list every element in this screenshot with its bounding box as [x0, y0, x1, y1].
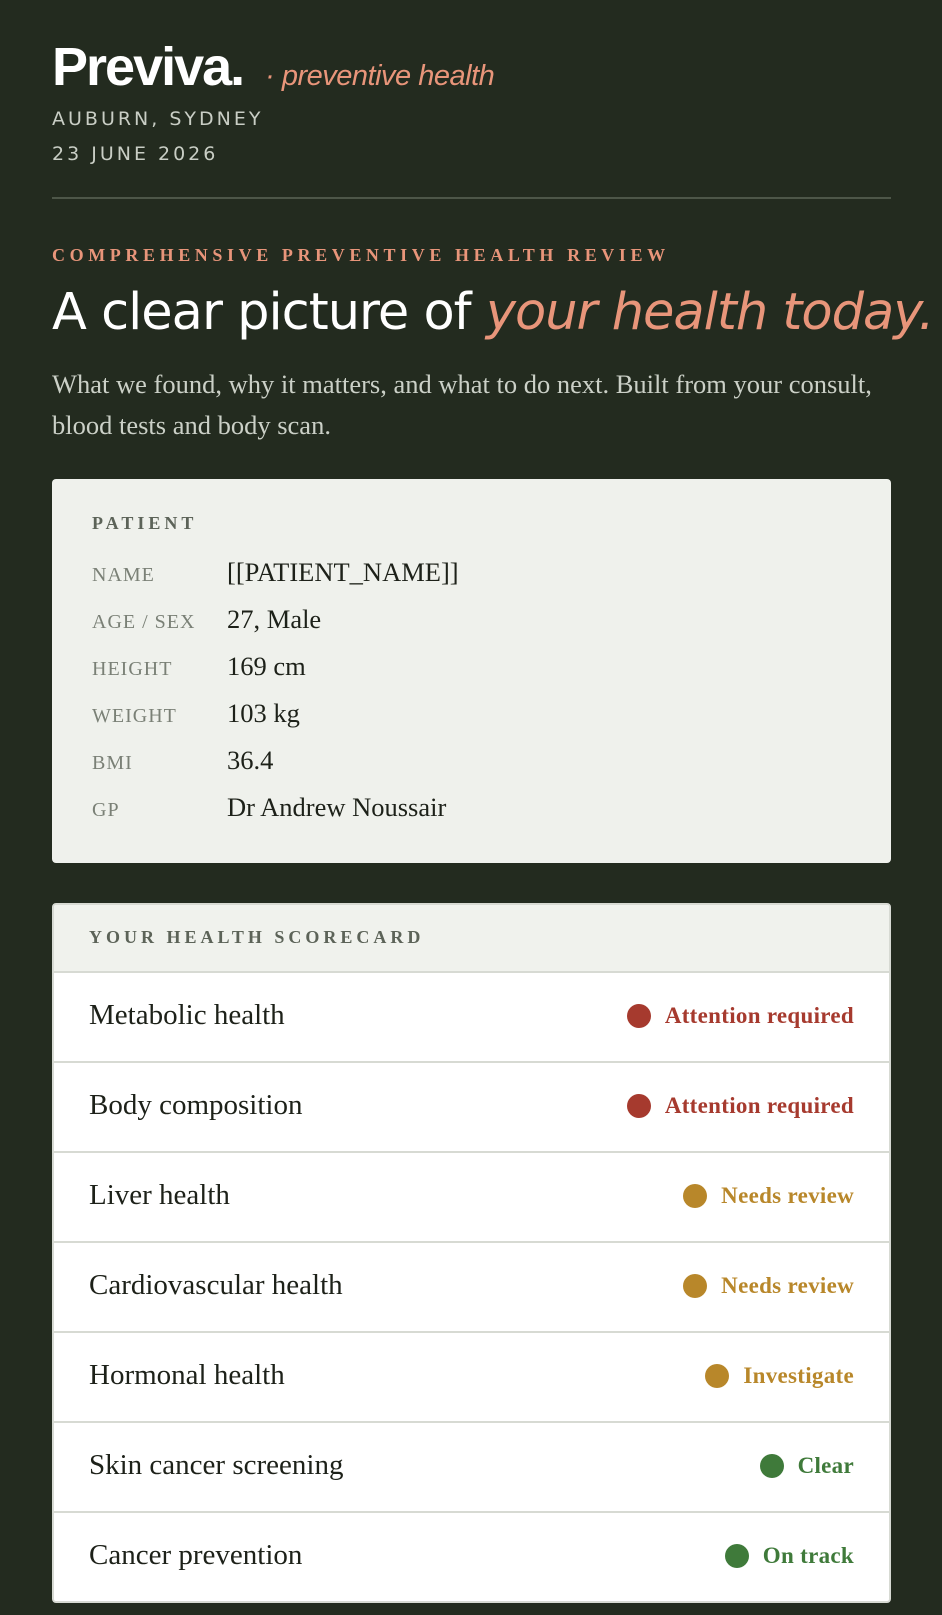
scorecard-row-body-composition [54, 1063, 889, 1153]
status-dot-icon [683, 1184, 707, 1208]
scorecard-item-name: Hormonal health [89, 1359, 285, 1391]
patient-value: 169 cm [227, 651, 306, 681]
patient-row-gp [92, 792, 446, 822]
patient-label: NAME [92, 564, 155, 586]
scorecard-row-cancer-prevention [54, 1513, 889, 1603]
patient-value: 36.4 [227, 745, 274, 775]
header-divider [52, 197, 891, 199]
patient-label: WEIGHT [92, 705, 177, 727]
patient-row-weight [92, 698, 300, 728]
brand-header [52, 37, 495, 97]
patient-value: Dr Andrew Noussair [227, 792, 447, 822]
status-dot-icon [705, 1364, 729, 1388]
status-dot-icon [725, 1544, 749, 1568]
scorecard-item-name: Metabolic health [89, 999, 285, 1031]
previva-logo: Previva. [52, 37, 244, 97]
patient-row-name [92, 557, 459, 587]
status-text: Clear [797, 1453, 854, 1478]
health-scorecard [52, 903, 891, 1603]
scorecard-row-skin-cancer [54, 1423, 889, 1513]
status-text: On track [762, 1543, 854, 1568]
scorecard-row-metabolic [54, 973, 889, 1063]
status-badge [627, 1003, 854, 1029]
status-badge [760, 1453, 854, 1479]
status-badge [627, 1093, 854, 1119]
status-dot-icon [683, 1274, 707, 1298]
status-badge [725, 1543, 854, 1569]
patient-label: AGE / SEX [92, 611, 196, 633]
status-dot-icon [760, 1454, 784, 1478]
status-badge [683, 1273, 854, 1299]
scorecard-item-name: Liver health [89, 1179, 230, 1211]
scorecard-item-name: Body composition [89, 1089, 303, 1121]
page-title [52, 282, 934, 343]
patient-label: HEIGHT [92, 658, 173, 680]
status-text: Attention required [664, 1093, 854, 1118]
patient-label: BMI [92, 752, 133, 774]
status-dot-icon [627, 1004, 651, 1028]
scorecard-header [54, 905, 889, 973]
scorecard-row-cardiovascular [54, 1243, 889, 1333]
status-text: Needs review [721, 1273, 854, 1298]
scorecard-row-liver [54, 1153, 889, 1243]
scorecard-item-name: Cardiovascular health [89, 1269, 343, 1301]
scorecard-item-name: Cancer prevention [89, 1539, 303, 1571]
patient-card [52, 479, 891, 863]
patient-value: 27, Male [227, 604, 322, 634]
status-text: Attention required [664, 1003, 854, 1028]
brand-tagline: · preventive health [265, 60, 495, 92]
patient-heading: PATIENT [92, 513, 198, 533]
status-badge [683, 1183, 854, 1209]
patient-row-height [92, 651, 306, 681]
status-badge [705, 1363, 854, 1389]
report-kicker: COMPREHENSIVE PREVENTIVE HEALTH REVIEW [52, 245, 670, 265]
patient-row-age-sex [92, 604, 321, 634]
patient-label: GP [92, 799, 120, 821]
scorecard-row-hormonal [54, 1333, 889, 1423]
clinic-location: AUBURN, SYDNEY [52, 108, 264, 130]
status-text: Investigate [743, 1363, 854, 1388]
headline-accent: your health today. [485, 283, 934, 342]
status-dot-icon [627, 1094, 651, 1118]
patient-value: [[PATIENT_NAME]] [227, 557, 459, 587]
scorecard-item-name: Skin cancer screening [89, 1449, 344, 1481]
intro-lede: What we found, why it matters, and what to do next. Built from your consult, blood tests and body scan. [52, 369, 872, 440]
scorecard-heading: YOUR HEALTH SCORECARD [89, 927, 425, 947]
patient-value: 103 kg [227, 698, 300, 728]
status-text: Needs review [721, 1183, 854, 1208]
patient-row-bmi [92, 745, 273, 775]
report-date: 23 JUNE 2026 [52, 143, 219, 165]
headline-plain: A clear picture of [52, 283, 486, 342]
